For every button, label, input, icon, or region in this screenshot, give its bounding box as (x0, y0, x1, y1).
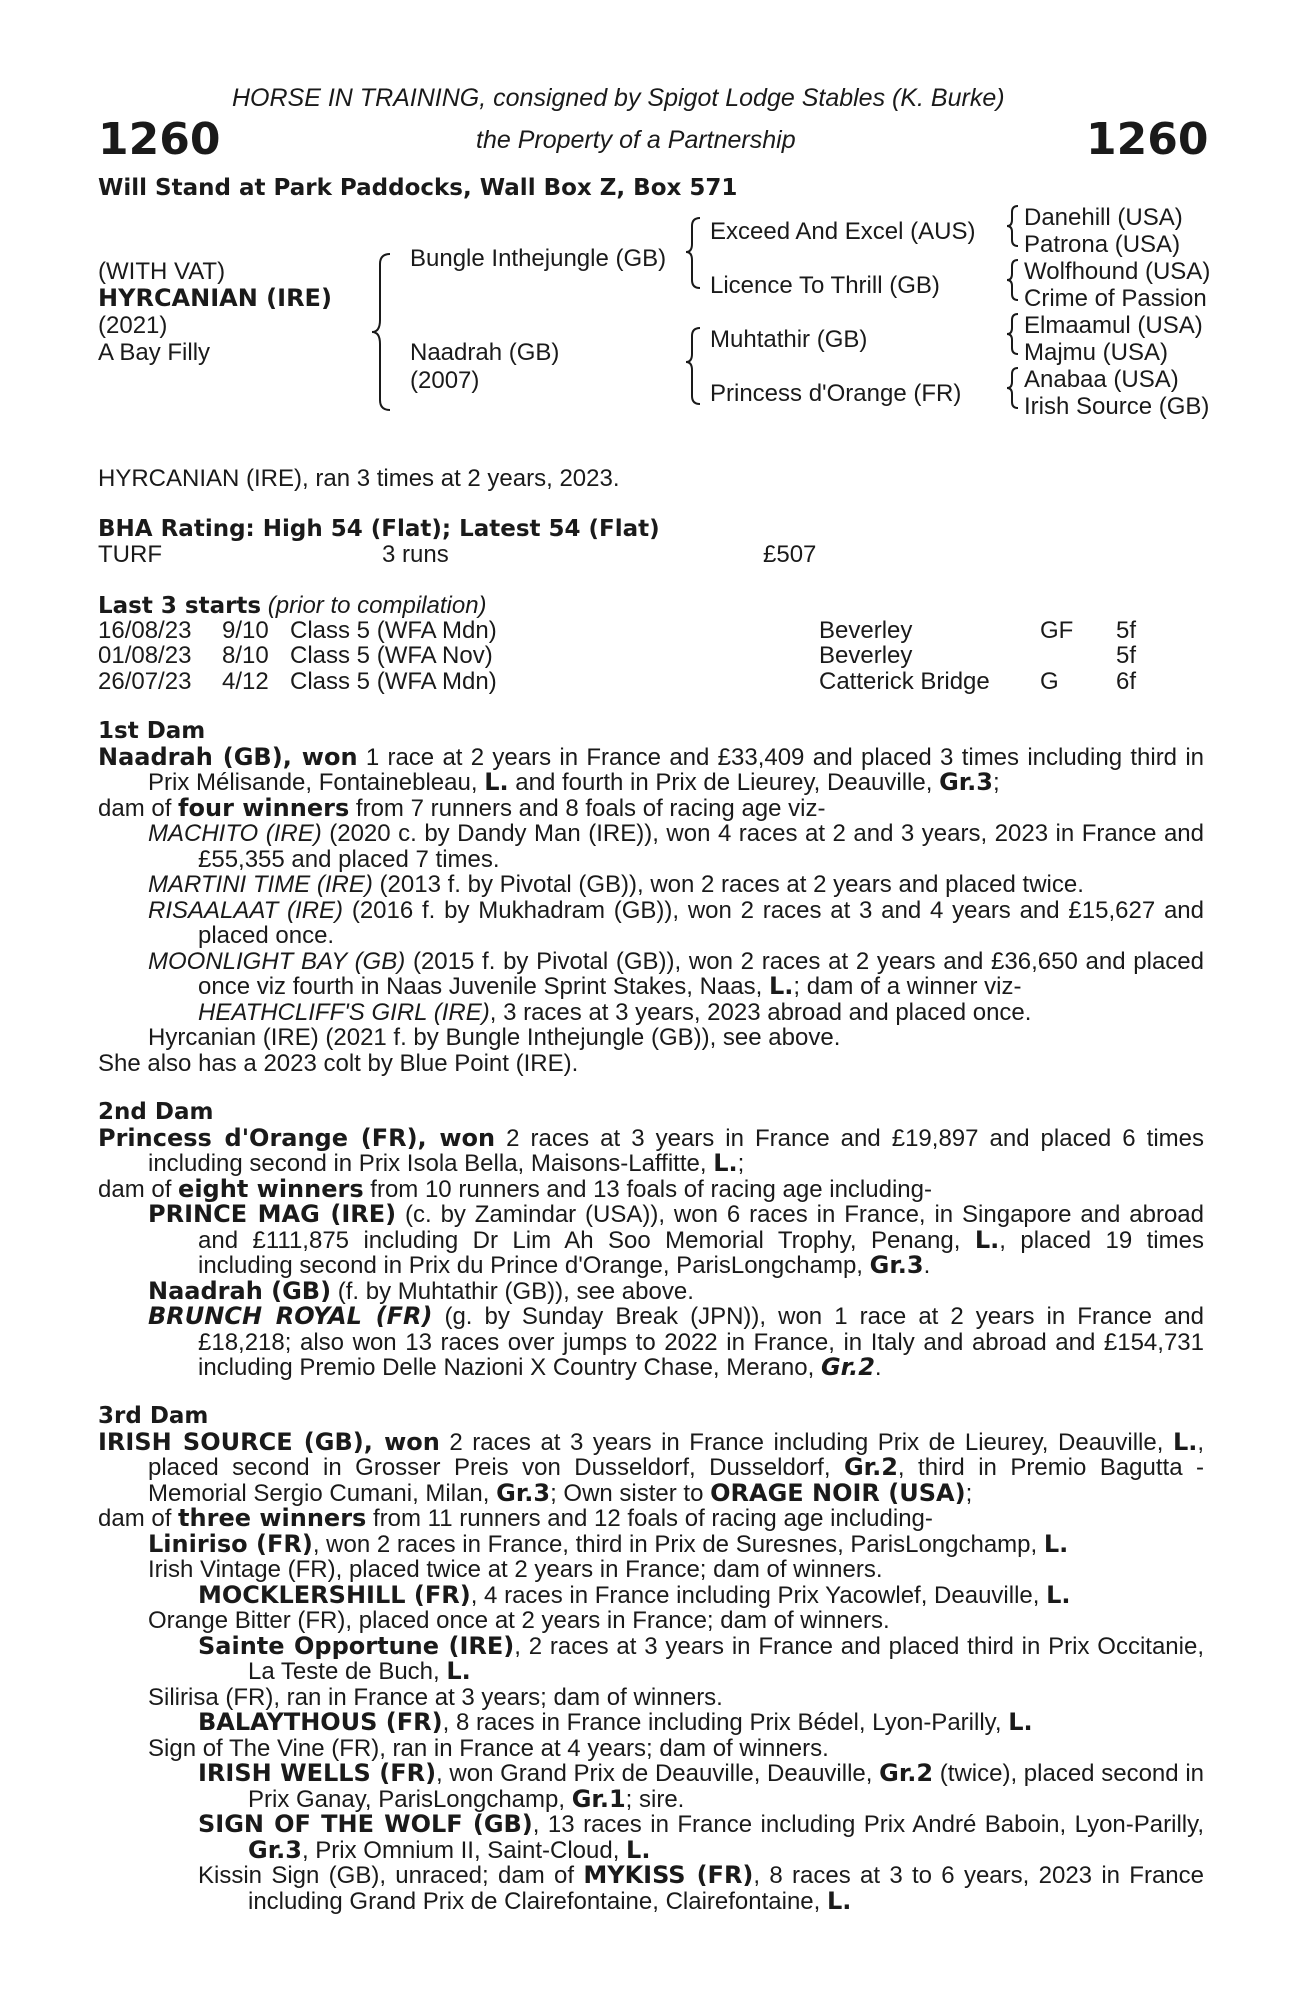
horse-name: HYRCANIAN (IRE) (98, 284, 332, 312)
rating-earnings: £507 (763, 541, 817, 568)
table-row (0, 643, 1314, 669)
start-position: 8/10 (222, 642, 269, 669)
list-item: BRUNCH ROYAL (FR) (g. by Sunday Break (JPN)), won 1 race at 2 years in France and £18,218; also won 13 races over jumps to 2022 in France, in Italy and abroad and £154,731 including Premio Delle Nazioni X Country Chase, Merano, Gr.2. (148, 1302, 1205, 1381)
list-item: BALAYTHOUS (FR), 8 races in France including Prix Bédel, Lyon-Parilly, L. (198, 1708, 1033, 1736)
first-dam-section (98, 719, 1204, 1076)
start-course: Beverley (819, 642, 913, 669)
list-item: Kissin Sign (GB), unraced; dam of MYKISS (FR), 8 races at 3 to 6 years, 2023 in France including Grand Prix de Clairefontaine, Clairefontaine, L. (198, 1861, 1204, 1915)
pedigree-g1: Danehill (USA) (1024, 204, 1183, 231)
pedigree-g2: Patrona (USA) (1024, 231, 1181, 258)
list-item: SIGN OF THE WOLF (GB), 13 races in France including Prix André Baboin, Lyon-Parilly, Gr.3, Prix Omnium II, Saint-Cloud, L. (198, 1810, 1205, 1864)
pedigree-dam-dam: Princess d'Orange (FR) (710, 380, 962, 407)
list-item: MARTINI TIME (IRE) (2013 f. by Pivotal (GB)), won 2 races at 2 years and placed twice. (148, 871, 1084, 898)
third-dam-section (98, 1404, 1204, 1914)
bha-rating: BHA Rating: High 54 (Flat); Latest 54 (Flat) (98, 516, 660, 542)
pedigree-dam-year: (2007) (410, 367, 480, 394)
pedigree-dam: Naadrah (GB) (410, 339, 560, 366)
list-item: Irish Vintage (FR), placed twice at 2 years in France; dam of winners. (148, 1556, 883, 1583)
start-position: 9/10 (222, 617, 269, 644)
second-dam-section (98, 1100, 1204, 1381)
list-item: Naadrah (GB) (f. by Muhtathir (GB)), see above. (148, 1276, 694, 1305)
stable-location: Will Stand at Park Paddocks, Wall Box Z, Box 571 (98, 175, 738, 201)
list-item: Orange Bitter (FR), placed once at 2 years in France; dam of winners. (148, 1607, 890, 1634)
rating-surface: TURF (98, 541, 162, 568)
dam-produce-summary: dam of four winners from 7 runners and 8 foals of racing age viz- (98, 793, 826, 822)
pedigree-g5: Elmaamul (USA) (1024, 312, 1203, 339)
last-starts-heading (98, 592, 487, 620)
list-item: Liniriso (FR), won 2 races in France, third in Prix de Suresnes, ParisLongchamp, L. (148, 1529, 1069, 1558)
start-position: 4/12 (222, 668, 269, 695)
list-item: IRISH WELLS (FR), won Grand Prix de Deauville, Deauville, Gr.2 (twice), placed second in Prix Ganay, ParisLongchamp, Gr.1; sire. (198, 1759, 1204, 1813)
table-row (0, 669, 1314, 695)
start-distance: 5f (1116, 642, 1137, 669)
rating-runs: 3 runs (382, 541, 449, 568)
dam-record: Princess d'Orange (FR), won 2 races at 3 years in France and £19,897 and placed 6 times including second in Prix Isola Bella, Maisons-Laffitte, L.; (98, 1123, 1204, 1177)
lot-number-right: 1260 (1086, 114, 1209, 165)
dam-produce-summary: dam of eight winners from 10 runners and 13 foals of racing age including- (98, 1174, 932, 1203)
start-course: Catterick Bridge (819, 668, 990, 695)
pedigree-sire: Bungle Inthejungle (GB) (410, 245, 667, 272)
list-item: Sign of The Vine (FR), ran in France at 4 years; dam of winners. (148, 1734, 829, 1762)
pedigree-sire-dam: Licence To Thrill (GB) (710, 272, 940, 299)
consignor-line: HORSE IN TRAINING, consigned by Spigot Lodge Stables (K. Burke) (232, 84, 1005, 112)
table-row (0, 618, 1314, 644)
horse-year: (2021) (98, 312, 168, 339)
horse-description: A Bay Filly (98, 339, 211, 366)
last-starts-note: (prior to compilation) (267, 592, 487, 619)
start-date: 01/08/23 (98, 642, 192, 669)
start-course: Beverley (819, 617, 913, 644)
list-item: MOONLIGHT BAY (GB) (2015 f. by Pivotal (GB)), won 2 races at 2 years and £36,650 and placed once viz fourth in Naas Juvenile Sprint Stakes, Naas, L.; dam of a winner viz- (148, 947, 1204, 1000)
list-item: RISAALAAT (IRE) (2016 f. by Mukhadram (GB)), won 2 races at 3 and 4 years and £15,627 and placed once. (148, 896, 1204, 949)
property-line: the Property of a Partnership (476, 126, 796, 154)
dam-record: IRISH SOURCE (GB), won 2 races at 3 years in France including Prix de Lieurey, Deauville, L., placed second in Grosser Preis von Dusseldorf, Dusseldorf, Gr.2, third in Premio Bagutta - Memorial Sergio Cumani, Milan, Gr.3; Own sister to ORAGE NOIR (USA); (98, 1427, 1205, 1507)
section-heading: 3rd Dam (98, 1403, 209, 1429)
pedigree-g6: Majmu (USA) (1024, 339, 1169, 366)
list-item: Sainte Opportune (IRE), 2 races at 3 years in France and placed third in Prix Occitanie, La Teste de Buch, L. (198, 1631, 1204, 1685)
list-item: She also has a 2023 colt by Blue Point (IRE). (98, 1049, 579, 1077)
dam-record: Naadrah (GB), won 1 race at 2 years in France and £33,409 and placed 3 times including third in Prix Mélisande, Fontainebleau, L. and fourth in Prix de Lieurey, Deauville, Gr.3; (98, 742, 1205, 796)
list-item: PRINCE MAG (IRE) (c. by Zamindar (USA)), won 6 races in France, in Singapore and abroad and £111,875 including Dr Lim Ah Soo Memorial Trophy, Penang, L., placed 19 times including second in Prix du Prince d'Orange, ParisLongchamp, Gr.3. (148, 1200, 1204, 1279)
list-item: Silirisa (FR), ran in France at 3 years; dam of winners. (148, 1683, 723, 1711)
start-date: 26/07/23 (98, 668, 192, 695)
start-date: 16/08/23 (98, 617, 192, 644)
vat-label: (WITH VAT) (98, 258, 226, 285)
pedigree-sire-sire: Exceed And Excel (AUS) (710, 218, 976, 245)
start-distance: 5f (1116, 617, 1137, 644)
pedigree-g3: Wolfhound (USA) (1024, 258, 1211, 285)
section-heading: 1st Dam (98, 718, 206, 744)
dam-produce-summary: dam of three winners from 11 runners and 12 foals of racing age including- (98, 1504, 933, 1532)
pedigree-g8: Irish Source (GB) (1024, 393, 1210, 420)
list-item: Hyrcanian (IRE) (2021 f. by Bungle Inthejungle (GB)), see above. (148, 1024, 841, 1051)
start-race: Class 5 (WFA Nov) (290, 642, 493, 669)
section-heading: 2nd Dam (98, 1099, 214, 1125)
race-summary: HYRCANIAN (IRE), ran 3 times at 2 years, 2023. (98, 465, 620, 492)
list-item: HEATHCLIFF'S GIRL (IRE), 3 races at 3 years, 2023 abroad and placed once. (198, 998, 1032, 1026)
start-race: Class 5 (WFA Mdn) (290, 617, 497, 644)
start-going: G (1040, 668, 1059, 695)
start-race: Class 5 (WFA Mdn) (290, 668, 497, 695)
pedigree-g7: Anabaa (USA) (1024, 366, 1179, 393)
pedigree-dam-sire: Muhtathir (GB) (710, 326, 868, 353)
pedigree-g4: Crime of Passion (1024, 285, 1207, 312)
start-going: GF (1040, 617, 1074, 644)
list-item: MACHITO (IRE) (2020 c. by Dandy Man (IRE)), won 4 races at 2 and 3 years, 2023 in France and £55,355 and placed 7 times. (148, 820, 1204, 873)
lot-number-left: 1260 (98, 114, 221, 165)
last-starts-title: Last 3 starts (98, 593, 262, 619)
start-distance: 6f (1116, 668, 1137, 695)
list-item: MOCKLERSHILL (FR), 4 races in France including Prix Yacowlef, Deauville, L. (198, 1580, 1071, 1609)
